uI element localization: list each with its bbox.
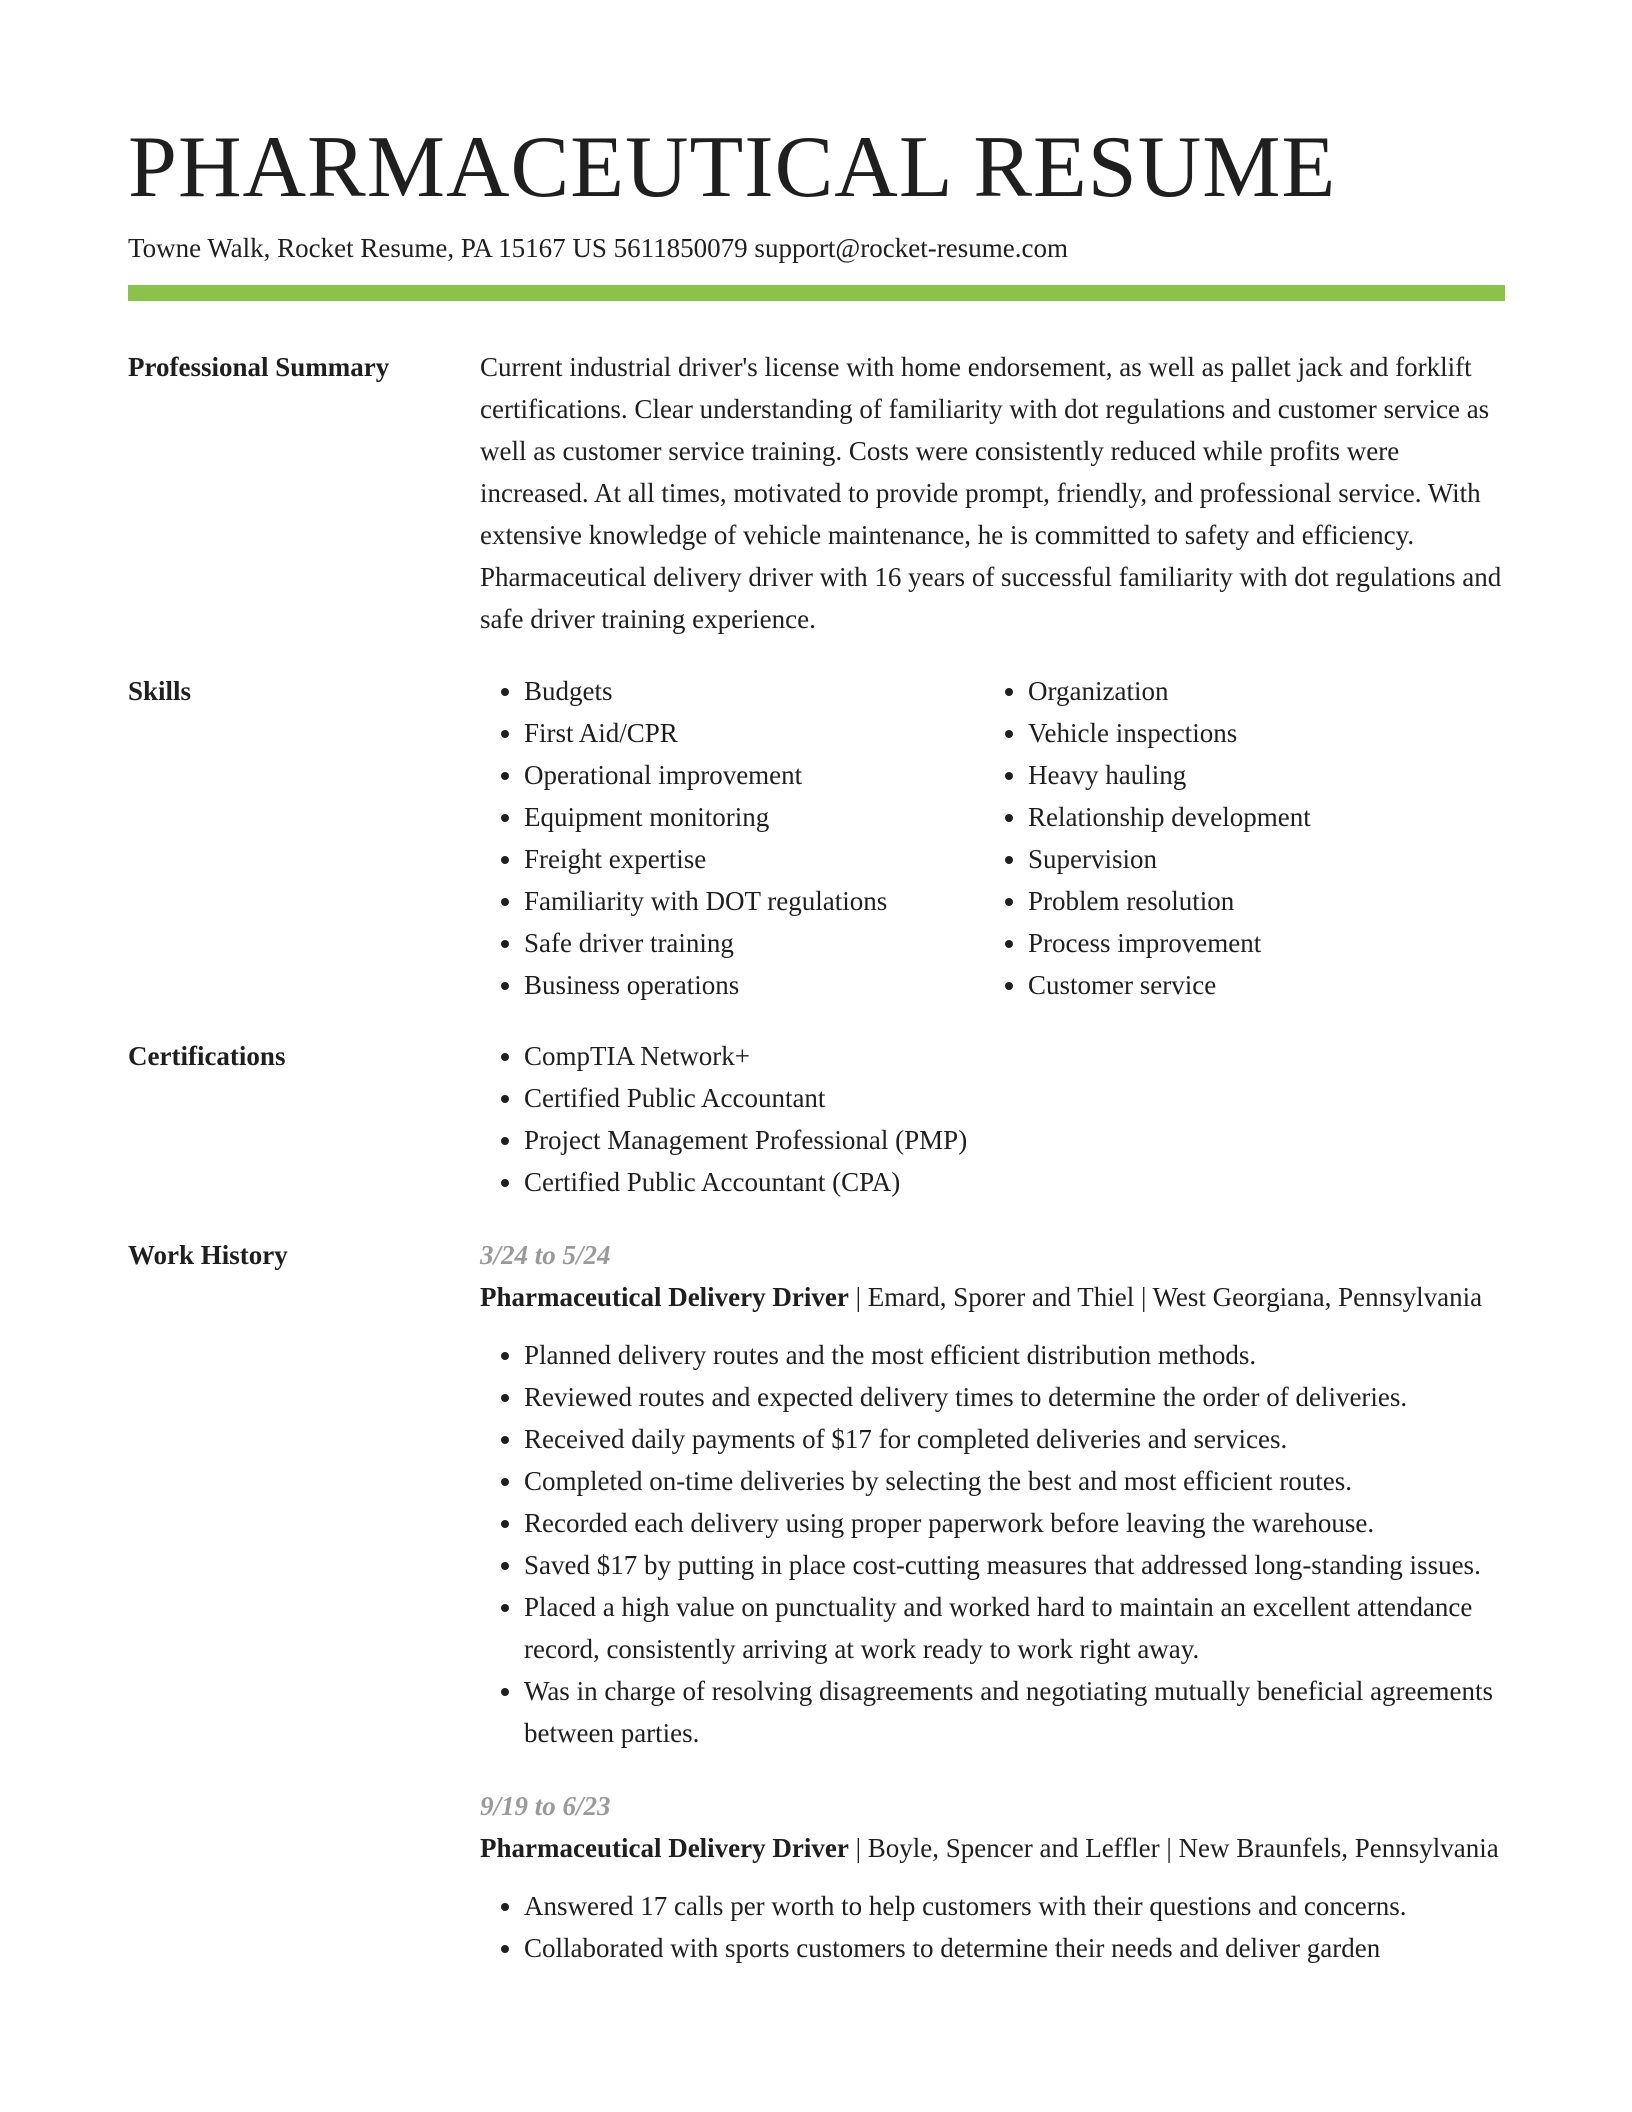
certification-item: • Project Management Professional (PMP) [524, 1119, 1505, 1161]
certification-item: • CompTIA Network+ [524, 1035, 1505, 1077]
resume-title: PHARMACEUTICAL RESUME [128, 119, 1337, 216]
certifications-body [480, 1035, 1505, 1203]
skills-body [480, 670, 1505, 1006]
skill-item: • Budgets [524, 670, 984, 712]
skill-item: • Supervision [1028, 838, 1488, 880]
skills-column-right [984, 670, 1488, 1006]
skill-item: • Operational improvement [524, 754, 984, 796]
job-entry [480, 1234, 1505, 1754]
job-company-location: | Emard, Sporer and Thiel | West Georgiana, Pennsylvania [848, 1282, 1483, 1312]
job-bullet: • Was in charge of resolving disagreements and negotiating mutually beneficial agreements between parties. [524, 1670, 1505, 1754]
certifications-list [480, 1035, 1505, 1203]
job-bullet: • Placed a high value on punctuality and worked hard to maintain an excellent attendance record, consistently arriving at work ready to work right away. [524, 1586, 1505, 1670]
skill-item: • Process improvement [1028, 922, 1488, 964]
skills-label: Skills [128, 676, 192, 706]
work-history-label: Work History [128, 1240, 288, 1270]
job-bullet: • Received daily payments of $17 for completed deliveries and services. [524, 1418, 1505, 1460]
skills-column-left [480, 670, 984, 1006]
job-bullet-list [480, 1334, 1505, 1754]
skill-item: • Organization [1028, 670, 1488, 712]
job-entry [480, 1785, 1505, 1969]
work-history-body [480, 1234, 1505, 1969]
skills-list-right [984, 670, 1488, 1006]
certification-item: • Certified Public Accountant (CPA) [524, 1161, 1505, 1203]
summary-text: Current industrial driver's license with home endorsement, as well as pallet jack and forklift certifications. Clear understanding of familiarity with dot regulations and customer service as well as customer service training. Costs were consistently reduced while profits were increased. At all times, motivated to provide prompt, friendly, and professional service. With extensive knowledge of vehicle maintenance, he is committed to safety and efficiency. Pharmaceutical delivery driver with 16 years of successful familiarity with dot regulations and safe driver training experience. [480, 352, 1502, 634]
job-heading [480, 1827, 1505, 1869]
skill-item: • Freight expertise [524, 838, 984, 880]
job-bullet: • Collaborated with sports customers to determine their needs and deliver garden [524, 1927, 1505, 1969]
skill-item: • Business operations [524, 964, 984, 1006]
skill-item: • Relationship development [1028, 796, 1488, 838]
skill-item: • Safe driver training [524, 922, 984, 964]
job-title: Pharmaceutical Delivery Driver [480, 1833, 849, 1863]
job-heading [480, 1276, 1505, 1318]
skill-item: • Problem resolution [1028, 880, 1488, 922]
skill-item: • Equipment monitoring [524, 796, 984, 838]
accent-divider [128, 285, 1505, 301]
job-dates: 3/24 to 5/24 [480, 1240, 611, 1270]
summary-body [480, 346, 1505, 640]
job-bullet: • Completed on-time deliveries by selecting the best and most efficient routes. [524, 1460, 1505, 1502]
job-title: Pharmaceutical Delivery Driver [480, 1282, 849, 1312]
job-bullet: • Answered 17 calls per worth to help customers with their questions and concerns. [524, 1885, 1505, 1927]
summary-label: Professional Summary [128, 352, 390, 382]
job-dates: 9/19 to 6/23 [480, 1791, 611, 1821]
job-bullet: • Reviewed routes and expected delivery times to determine the order of deliveries. [524, 1376, 1505, 1418]
contact-info: Towne Walk, Rocket Resume, PA 15167 US 5611850079 support@rocket-resume.com [128, 233, 1068, 263]
job-bullet: • Planned delivery routes and the most efficient distribution methods. [524, 1334, 1505, 1376]
skill-item: • Vehicle inspections [1028, 712, 1488, 754]
certification-item: • Certified Public Accountant [524, 1077, 1505, 1119]
skill-item: • Heavy hauling [1028, 754, 1488, 796]
certifications-label: Certifications [128, 1041, 286, 1071]
skill-item: • Familiarity with DOT regulations [524, 880, 984, 922]
job-bullet: • Recorded each delivery using proper paperwork before leaving the warehouse. [524, 1502, 1505, 1544]
skills-list-left [480, 670, 984, 1006]
job-bullet-list [480, 1885, 1505, 1969]
job-company-location: | Boyle, Spencer and Leffler | New Braunfels, Pennsylvania [848, 1833, 1499, 1863]
skill-item: • Customer service [1028, 964, 1488, 1006]
job-bullet: • Saved $17 by putting in place cost-cutting measures that addressed long-standing issues. [524, 1544, 1505, 1586]
skill-item: • First Aid/CPR [524, 712, 984, 754]
